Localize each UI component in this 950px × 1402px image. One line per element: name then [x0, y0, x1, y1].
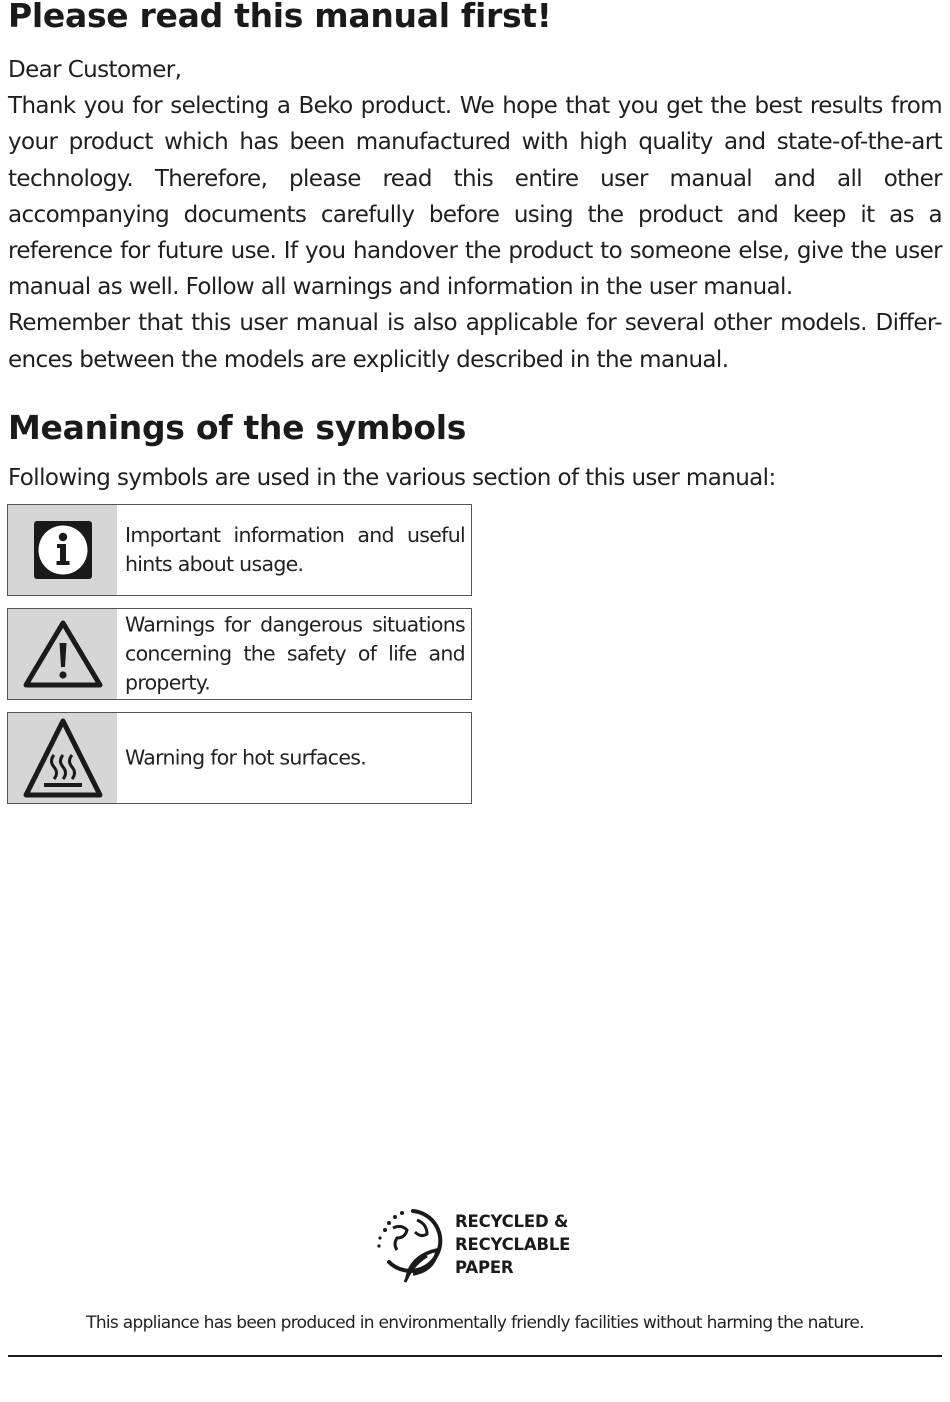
symbol-row-warning	[7, 608, 472, 700]
recycled-paper-label	[455, 1210, 570, 1279]
intro-paragraph-1: Thank you for selecting a Beko product. We hope that you get the best results from your product which has been manufactured with high quality and state-of-the-art technology. Therefore, please read this entire user manual and all other accompanying documents carefully before using the product and keep it as a reference for future use. If you handover the product to someone else, give the user manual as well. Follow all warnings and information in the user manual.	[8, 93, 942, 301]
warning-triangle-icon	[8, 609, 117, 699]
recycle-globe-icon	[377, 1204, 449, 1286]
footer-note: This appliance has been produced in environmentally friendly facilities without harming the nature.	[86, 1313, 864, 1333]
recycled-paper-logo	[377, 1204, 577, 1286]
intro-paragraph-2: Remember that this user manual is also applicable for several other models. Differ-ences between the models are explicitly described in the manual.	[8, 310, 942, 373]
symbol-info-text: Important information and useful hints about usage.	[125, 523, 465, 576]
symbol-row-hot-surface	[7, 712, 472, 804]
logo-line-2: RECYCLABLE	[455, 1235, 571, 1254]
greeting: Dear Customer,	[8, 57, 182, 83]
symbols-lead-text: Following symbols are used in the various section of this user manual:	[8, 465, 776, 491]
page-title: Please read this manual first!	[8, 0, 552, 35]
info-icon	[8, 505, 117, 595]
intro-section	[8, 52, 942, 378]
footer-divider	[8, 1355, 942, 1357]
hot-surface-icon	[8, 713, 117, 803]
symbols-heading: Meanings of the symbols	[8, 408, 467, 447]
logo-line-1: RECYCLED &	[455, 1212, 569, 1231]
symbol-hot-surface-text: Warning for hot surfaces.	[125, 745, 367, 770]
logo-line-3: PAPER	[455, 1258, 514, 1277]
symbol-row-info	[7, 504, 472, 596]
symbol-warning-text: Warnings for dangerous situations concerning the safety of life and property.	[125, 612, 465, 695]
